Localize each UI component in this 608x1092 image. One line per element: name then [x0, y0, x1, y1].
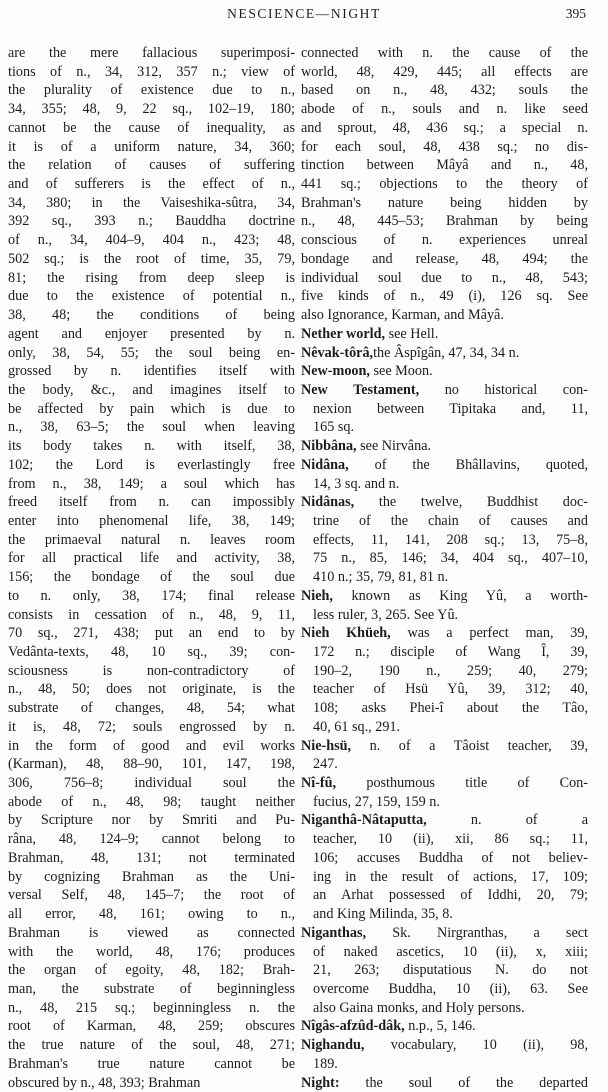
- index-text: root of Karman, 48, 259; obscures: [8, 1018, 295, 1035]
- index-line: [8, 512, 295, 531]
- index-entry-line: [301, 362, 588, 381]
- index-line: [8, 100, 295, 119]
- index-text: 392 sq., 393 n.; Bauddha doctrine: [8, 213, 295, 230]
- index-entry-line: [301, 737, 588, 756]
- index-line: [8, 475, 295, 494]
- index-headword: Nighandu,: [301, 1037, 365, 1054]
- index-headword: Nîgâs-afzûd-dâk,: [301, 1018, 405, 1035]
- index-line: [8, 156, 295, 175]
- index-text: 81; the rising from deep sleep is: [8, 269, 295, 286]
- index-headword: New-moon,: [301, 363, 370, 380]
- index-line: [301, 250, 588, 269]
- index-text: 108; asks Phei-î about the Tâo,: [313, 700, 588, 717]
- index-line: [301, 961, 588, 980]
- index-text: cannot be the cause of inequality, as: [8, 119, 295, 136]
- index-text: Sk. Nirgranthas, a sect: [366, 924, 588, 941]
- index-text: are the mere fallacious superimposi-: [8, 45, 295, 61]
- index-line: [8, 961, 295, 980]
- index-line: [301, 999, 588, 1018]
- index-line: [8, 849, 295, 868]
- index-text: it is, 48, 72; souls engrossed by n.: [8, 718, 295, 735]
- index-line: [301, 194, 588, 213]
- index-text: 14, 3 sq. and n.: [313, 475, 400, 492]
- index-line: [301, 63, 588, 82]
- index-line: [301, 849, 588, 868]
- index-line: [301, 868, 588, 887]
- index-line: [8, 437, 295, 456]
- index-line: [8, 811, 295, 830]
- index-headword: Nibbâna,: [301, 438, 357, 455]
- index-line: [8, 999, 295, 1018]
- index-entry-line: [301, 325, 588, 344]
- index-line: [8, 119, 295, 138]
- index-line: [301, 643, 588, 662]
- index-text: the plurality of existence due to n.,: [8, 82, 295, 99]
- index-entry-line: [301, 493, 588, 512]
- index-text: all error, 48, 161; owing to n.,: [8, 906, 295, 923]
- index-entry-line: [301, 1017, 588, 1036]
- index-text: based on n., 48, 432; souls the: [301, 82, 588, 99]
- index-text: posthumous title of Con-: [336, 775, 588, 792]
- index-line: [301, 680, 588, 699]
- index-line: [8, 699, 295, 718]
- index-text: ing in the result of actions, 17, 109;: [313, 868, 588, 885]
- index-entry-line: [301, 344, 588, 363]
- index-line: [8, 418, 295, 437]
- index-text: 34, 355; 48, 9, 22 sq., 102–19, 180;: [8, 101, 295, 118]
- index-line: [8, 287, 295, 306]
- index-text: 106; accuses Buddha of not believ-: [313, 849, 588, 866]
- index-text: 190–2, 190 n., 259; 40, 279;: [313, 662, 588, 679]
- index-line: [301, 755, 588, 774]
- index-line: [301, 100, 588, 119]
- index-line: [301, 512, 588, 531]
- index-text: teacher, 10 (ii), xii, 86 sq.; 11,: [313, 831, 588, 848]
- index-text: for each soul, 48, 438 sq.; no dis-: [301, 138, 588, 155]
- index-text: individual soul due to n., 48, 543;: [301, 269, 588, 286]
- running-head: NESCIENCE—NIGHT: [227, 6, 381, 21]
- index-entry-line: [301, 774, 588, 793]
- index-line: [8, 549, 295, 568]
- index-text: 247.: [313, 756, 338, 773]
- index-line: [301, 81, 588, 100]
- index-text: effects, 11, 141, 208 sq.; 13, 75–8,: [313, 531, 588, 548]
- index-text: was a perfect man, 39,: [390, 625, 588, 642]
- index-line: [301, 905, 588, 924]
- index-entry-line: [301, 381, 588, 400]
- index-text: also Ignorance, Karman, and Mâyâ.: [301, 307, 504, 324]
- index-headword: Nidânas,: [301, 494, 355, 511]
- index-text: vocabulary, 10 (ii), 98,: [364, 1037, 588, 1054]
- index-text: it is of a uniform nature, 34, 360;: [8, 138, 295, 155]
- index-line: [8, 643, 295, 662]
- index-headword: Nieh,: [301, 587, 333, 604]
- index-line: [8, 793, 295, 812]
- index-entry-line: [301, 811, 588, 830]
- index-entry-line: [301, 437, 588, 456]
- index-text: the twelve, Buddhist doc-: [354, 494, 588, 511]
- index-text: to n. only, 38, 174; final release: [8, 587, 295, 604]
- index-entry-line: [301, 624, 588, 643]
- index-line: [8, 830, 295, 849]
- index-text: the body, &c., and imagines itself to: [8, 381, 295, 398]
- index-entry-line: [301, 587, 588, 606]
- index-line: [301, 119, 588, 138]
- index-text: nexion between Tipitaka and, 11,: [313, 400, 588, 417]
- index-text: 165 sq.: [313, 419, 354, 436]
- index-entry-line: [301, 924, 588, 943]
- right-column: [301, 44, 588, 1092]
- index-line: [8, 138, 295, 157]
- index-text: substrate of changes, 48, 54; what: [8, 700, 295, 717]
- index-line: [8, 1036, 295, 1055]
- index-line: [8, 344, 295, 363]
- index-line: [301, 1055, 588, 1074]
- index-text: due to the existence of potential n.,: [8, 288, 295, 305]
- index-text: an Arhat possessed of Iddhi, 20, 79;: [313, 887, 588, 904]
- index-line: [8, 755, 295, 774]
- index-line: [8, 718, 295, 737]
- index-text: tinction between Mâyâ and n., 48,: [301, 157, 588, 174]
- index-text: less ruler, 3, 265. See Yû.: [313, 606, 459, 623]
- index-headword: Night:: [301, 1074, 340, 1091]
- index-line: [8, 568, 295, 587]
- index-line: [301, 943, 588, 962]
- index-line: [301, 175, 588, 194]
- index-line: [301, 231, 588, 250]
- index-text: the primaeval natural n. leaves room: [8, 531, 295, 548]
- index-text: the Âspîgân, 47, 34, 34 n.: [373, 344, 520, 361]
- index-line: [8, 624, 295, 643]
- index-headword: New Testament,: [301, 381, 420, 398]
- index-line: [8, 250, 295, 269]
- index-line: [8, 63, 295, 82]
- index-line: [301, 662, 588, 681]
- index-text: only, 38, 54, 55; the soul being en-: [8, 344, 295, 361]
- index-text: of n., 34, 404–9, 404 n., 423; 48,: [8, 232, 295, 249]
- index-line: [8, 905, 295, 924]
- index-line: [8, 868, 295, 887]
- index-entry-line: [301, 1036, 588, 1055]
- index-text: 34, 380; in the Vaiseshika-sûtra, 34,: [8, 194, 295, 211]
- index-text: connected with n. the cause of the: [301, 45, 588, 61]
- index-line: [301, 793, 588, 812]
- index-line: [301, 138, 588, 157]
- index-text: overcome Buddha, 10 (ii), 63. See: [313, 980, 588, 997]
- index-text: (Karman), 48, 88–90, 101, 147, 198,: [8, 756, 295, 773]
- index-line: [8, 774, 295, 793]
- index-line: [8, 980, 295, 999]
- index-text: bondage and release, 48, 494; the: [301, 250, 588, 267]
- index-text: no historical con-: [419, 381, 588, 398]
- index-line: [301, 531, 588, 550]
- index-text: 441 sq.; objections to the theory of: [301, 176, 588, 193]
- index-text: see Hell.: [385, 325, 439, 342]
- index-line: [8, 886, 295, 905]
- index-text: see Nirvâna.: [356, 438, 432, 455]
- index-line: [301, 549, 588, 568]
- index-text: râna, 48, 124–9; cannot belong to: [8, 831, 295, 848]
- index-line: [8, 1017, 295, 1036]
- index-text: by cognizing Brahman as the Uni-: [8, 868, 295, 885]
- index-text: the true nature of the soul, 48, 271;: [8, 1037, 295, 1054]
- index-text: and of sufferers is the effect of n.,: [8, 176, 295, 193]
- index-text: also Gaina monks, and Holy persons.: [313, 999, 525, 1016]
- index-line: [8, 587, 295, 606]
- index-line: [8, 1055, 295, 1074]
- index-entry-line: [301, 1074, 588, 1092]
- index-line: [8, 680, 295, 699]
- index-entry-line: [301, 456, 588, 475]
- index-line: [8, 1074, 295, 1092]
- index-text: 502 sq.; is the root of time, 35, 79,: [8, 250, 295, 267]
- index-line: [301, 418, 588, 437]
- index-text: known as King Yû, a worth-: [332, 587, 588, 604]
- index-text: of the Bhâllavins, quoted,: [348, 456, 588, 473]
- index-text: man, the substrate of beginningless: [8, 980, 295, 997]
- index-line: [301, 475, 588, 494]
- index-text: and King Milinda, 35, 8.: [313, 906, 453, 923]
- index-text: five kinds of n., 49 (i), 126 sq. See: [301, 288, 588, 305]
- index-headword: Nî-fû,: [301, 775, 337, 792]
- index-text: its body takes n. with itself, 38,: [8, 438, 295, 455]
- index-text: Brahman is viewed as connected: [8, 924, 295, 941]
- index-text: for all practical life and activity, 38,: [8, 550, 295, 567]
- index-line: [301, 287, 588, 306]
- index-text: abode of n., 48, 98; taught neither: [8, 793, 295, 810]
- index-text: 21, 263; disputatious N. do not: [313, 962, 588, 979]
- index-text: Brahman, 48, 131; not terminated: [8, 849, 295, 866]
- index-line: [8, 362, 295, 381]
- index-text: n., 48, 445–53; Brahman by being: [301, 213, 588, 230]
- index-line: [301, 830, 588, 849]
- index-line: [8, 194, 295, 213]
- left-column: [8, 44, 295, 1092]
- index-line: [8, 381, 295, 400]
- index-line: [301, 212, 588, 231]
- index-text: by Scripture nor by Smriti and Pu-: [8, 812, 295, 829]
- index-line: [301, 306, 588, 325]
- index-headword: Nêvak-tôrâ,: [301, 344, 374, 361]
- index-headword: Niganthas,: [301, 924, 367, 941]
- index-text: agent and enjoyer presented by n.: [8, 325, 295, 342]
- index-text: abode of n., souls and n. like seed: [301, 101, 588, 118]
- index-line: [8, 531, 295, 550]
- index-text: Vedânta-texts, 48, 10 sq., 39; con-: [8, 644, 295, 660]
- index-text: n., 48, 50; does not originate, is the: [8, 681, 295, 698]
- index-line: [8, 943, 295, 962]
- index-headword: Nidâna,: [301, 456, 349, 473]
- index-line: [301, 156, 588, 175]
- index-line: [8, 44, 295, 63]
- index-text: consists in cessation of n., 48, 9, 11,: [8, 606, 295, 623]
- index-text: grossed by n. identifies itself with: [8, 363, 295, 380]
- index-line: [8, 212, 295, 231]
- index-line: [8, 175, 295, 194]
- index-text: 38, 48; the conditions of being: [8, 307, 295, 324]
- index-line: [301, 886, 588, 905]
- index-line: [8, 493, 295, 512]
- index-text: 306, 756–8; individual soul the: [8, 775, 295, 792]
- index-columns: [0, 44, 608, 1091]
- index-text: 102; the Lord is everlastingly free: [8, 456, 295, 473]
- index-line: [8, 737, 295, 756]
- page-number: 395: [565, 6, 586, 21]
- index-line: [8, 456, 295, 475]
- index-text: world, 48, 429, 445; all effects are: [301, 63, 588, 80]
- index-text: be affected by pain which is due to: [8, 400, 295, 417]
- index-text: and sprout, 48, 436 sq.; a special n.: [301, 119, 588, 136]
- index-line: [8, 400, 295, 419]
- index-line: [301, 718, 588, 737]
- index-text: from n., 38, 149; a soul which has: [8, 475, 295, 492]
- index-headword: Nie-hsü,: [301, 737, 352, 754]
- index-text: fucius, 27, 159, 159 n.: [313, 793, 440, 810]
- index-text: n. of a: [426, 812, 588, 829]
- index-text: n.p., 5, 146.: [404, 1018, 476, 1035]
- index-line: [301, 980, 588, 999]
- index-text: 189.: [313, 1055, 338, 1072]
- index-text: of naked ascetics, 10 (ii), x, xiii;: [313, 943, 588, 960]
- index-line: [301, 400, 588, 419]
- index-line: [8, 606, 295, 625]
- index-line: [301, 568, 588, 587]
- index-line: [301, 606, 588, 625]
- page-header: [0, 6, 608, 28]
- index-text: n., 48, 215 sq.; beginningless n. the: [8, 999, 295, 1016]
- index-text: in the form of good and evil works: [8, 737, 295, 754]
- index-line: [301, 269, 588, 288]
- index-text: versal Self, 48, 145–7; the root of: [8, 887, 295, 904]
- index-text: see Moon.: [369, 363, 433, 380]
- index-text: 410 n.; 35, 79, 81, 81 n.: [313, 569, 449, 586]
- index-text: freed itself from n. can impossibly: [8, 494, 295, 511]
- index-text: the soul of the departed: [339, 1074, 588, 1091]
- index-text: tions of n., 34, 312, 357 n.; view of: [8, 63, 295, 80]
- index-line: [8, 325, 295, 344]
- index-text: trine of the chain of causes and: [313, 512, 588, 529]
- index-text: Brahman's true nature cannot be: [8, 1055, 295, 1072]
- index-headword: Niganthâ-Nâtaputta,: [301, 812, 427, 829]
- index-text: the relation of causes of suffering: [8, 157, 295, 174]
- index-text: 172 n.; disciple of Wang Î, 39,: [313, 644, 588, 660]
- index-text: teacher of Hsü Yû, 39, 312; 40,: [313, 681, 588, 698]
- index-text: Brahman's nature being hidden by: [301, 194, 588, 211]
- index-text: sciousness is non-contradictory of: [8, 662, 295, 679]
- index-text: enter into phenomenal life, 38, 149;: [8, 512, 295, 529]
- index-headword: Nether world,: [301, 325, 386, 342]
- index-text: 156; the bondage of the soul due: [8, 569, 295, 586]
- index-line: [8, 269, 295, 288]
- index-text: the organ of egoity, 48, 182; Brah-: [8, 962, 295, 979]
- index-line: [8, 306, 295, 325]
- index-line: [301, 44, 588, 63]
- index-headword: Nieh Khüeh,: [301, 625, 391, 642]
- index-line: [8, 81, 295, 100]
- index-line: [8, 231, 295, 250]
- index-line: [301, 699, 588, 718]
- index-text: 40, 61 sq., 291.: [313, 718, 401, 735]
- index-text: n., 38, 63–5; the soul when leaving: [8, 419, 295, 436]
- index-line: [8, 924, 295, 943]
- index-text: n. of a Tâoist teacher, 39,: [351, 737, 588, 754]
- index-line: [8, 662, 295, 681]
- index-text: 75 n., 85, 146; 34, 404 sq., 407–10,: [313, 550, 588, 567]
- index-text: conscious of n. experiences unreal: [301, 232, 588, 249]
- index-text: obscured by n., 48, 393; Brahman: [8, 1074, 201, 1091]
- index-text: with the world, 48, 176; produces: [8, 943, 295, 960]
- index-text: 70 sq., 271, 438; put an end to by: [8, 625, 295, 642]
